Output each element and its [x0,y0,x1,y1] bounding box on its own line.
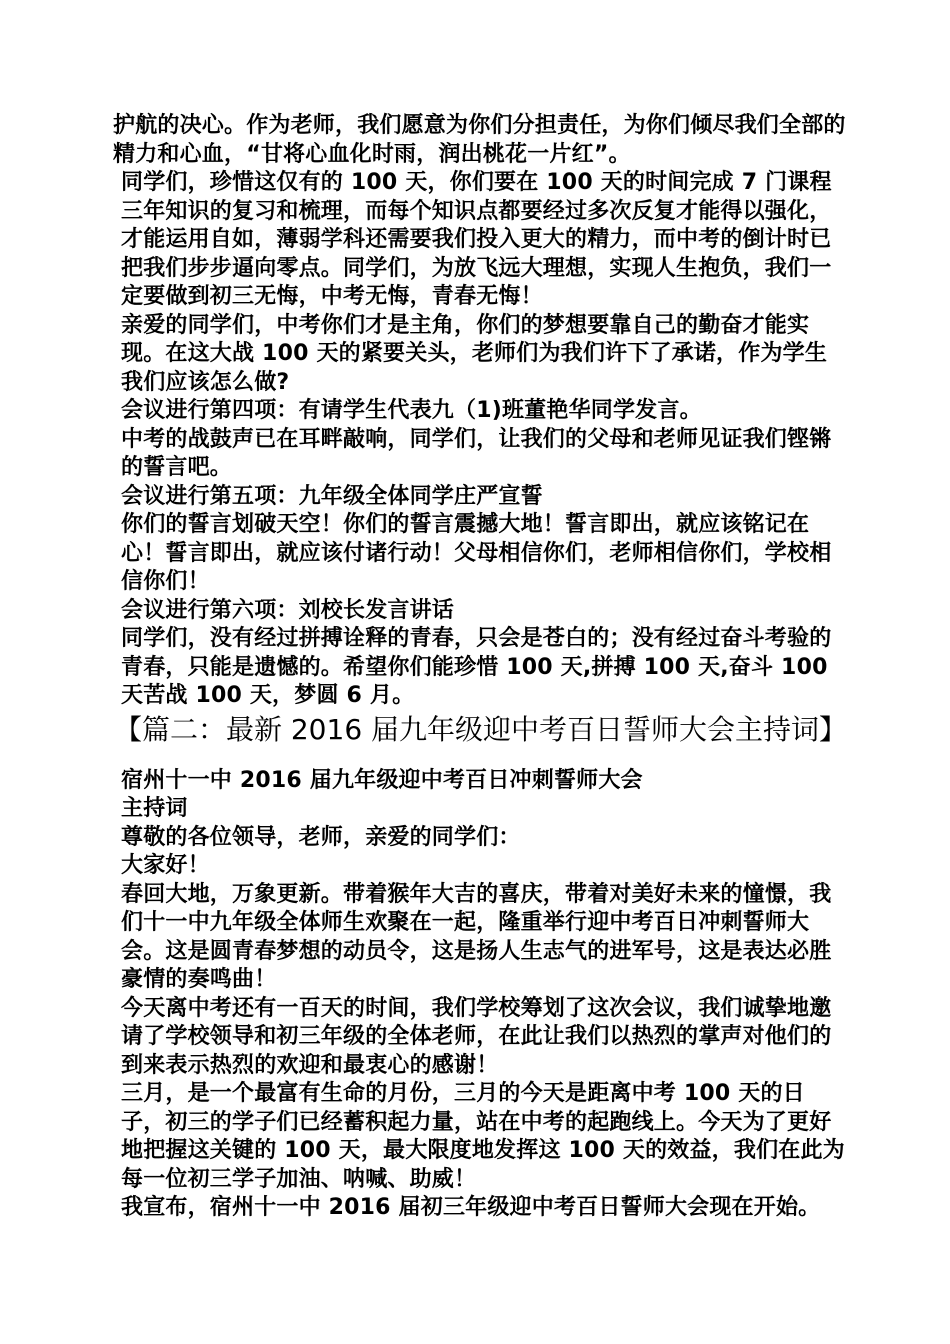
agenda-item: 会议进行第五项：九年级全体同学庄严宣誓 [121,483,543,509]
paragraph: 春回大地，万象更新。带着猴年大吉的喜庆，带着对美好未来的憧憬，我们十一中九年级全体师生欢聚在一起，隆重举行迎中考百日冲刺誓师大会。这是圆青春梦想的动员令，这是扬人生志气的进军号，这是表达必胜豪情的奏鸣曲！ [121,881,832,992]
paragraph: 同学们，珍惜这仅有的 100 天，你们要在 100 天的时间完成 7 门课程三年知识的复习和梳理，而每个知识点都要经过多次反复才能得以强化，才能运用自如，薄弱学科还需要我们投入更大的精力，而中考的倒计时已把我们步步逼向零点。同学们，为放飞远大理想，实现人生抱负，我们一定要做到初三无悔，中考无悔，青春无悔！ [121,170,832,309]
paragraph: 你们的誓言划破天空！你们的誓言震撼大地！誓言即出，就应该铭记在心！誓言即出，就应该付诸行动！父母相信你们，老师相信你们，学校相信你们！ [121,512,832,594]
paragraph: 我宣布，宿州十一中 2016 届初三年级迎中考百日誓师大会现在开始。 [121,1195,821,1220]
agenda-item: 会议进行第六项：刘校长发言讲话 [121,597,455,623]
document-subtitle: 主持词 [121,796,188,821]
paragraph: 今天离中考还有一百天的时间，我们学校筹划了这次会议，我们诚挚地邀请了学校领导和初三年级的全体老师，在此让我们以热烈的掌声对他们的到来表示热烈的欢迎和最衷心的感谢！ [121,995,832,1078]
document-title: 宿州十一中 2016 届九年级迎中考百日冲刺誓师大会 [121,767,643,793]
document-page [113,112,848,1223]
paragraph: 亲爱的同学们，中考你们才是主角，你们的梦想要靠自己的勤奋才能实现。在这大战 100 天的紧要关头，老师们为我们许下了承诺，作为学生我们应该怎么做? [121,312,828,395]
paragraph: 三月，是一个最富有生命的月份，三月的今天是距离中考 100 天的日子，初三的学子们已经蓄积起力量，站在中考的起跑线上。今天为了更好地把握这关键的 100 天，最大限度地发挥这 100 天的效益，我们在此为每一位初三学子加油、呐喊、助威！ [121,1081,845,1192]
greeting: 大家好！ [121,853,210,878]
paragraph: 护航的决心。作为老师，我们愿意为你们分担责任，为你们倾尽我们全部的精力和心血，“甘将心血化时雨，润出桃花一片红”。 [113,113,846,167]
paragraph: 同学们，没有经过拼搏诠释的青春，只会是苍白的；没有经过奋斗考验的青春，只能是遗憾的。希望你们能珍惜 100 天,拼搏 100 天,奋斗 100 天苦战 100 天，梦圆 6 月。 [121,626,832,708]
agenda-item: 会议进行第四项：有请学生代表九（1)班董艳华同学发言。 [121,398,702,423]
paragraph: 中考的战鼓声已在耳畔敲响，同学们，让我们的父母和老师见证我们铿锵的誓言吧。 [121,426,832,480]
section-heading: 【篇二：最新 2016 届九年级迎中考百日誓师大会主持词】 [113,712,848,746]
salutation: 尊敬的各位领导，老师，亲爱的同学们： [121,824,521,850]
